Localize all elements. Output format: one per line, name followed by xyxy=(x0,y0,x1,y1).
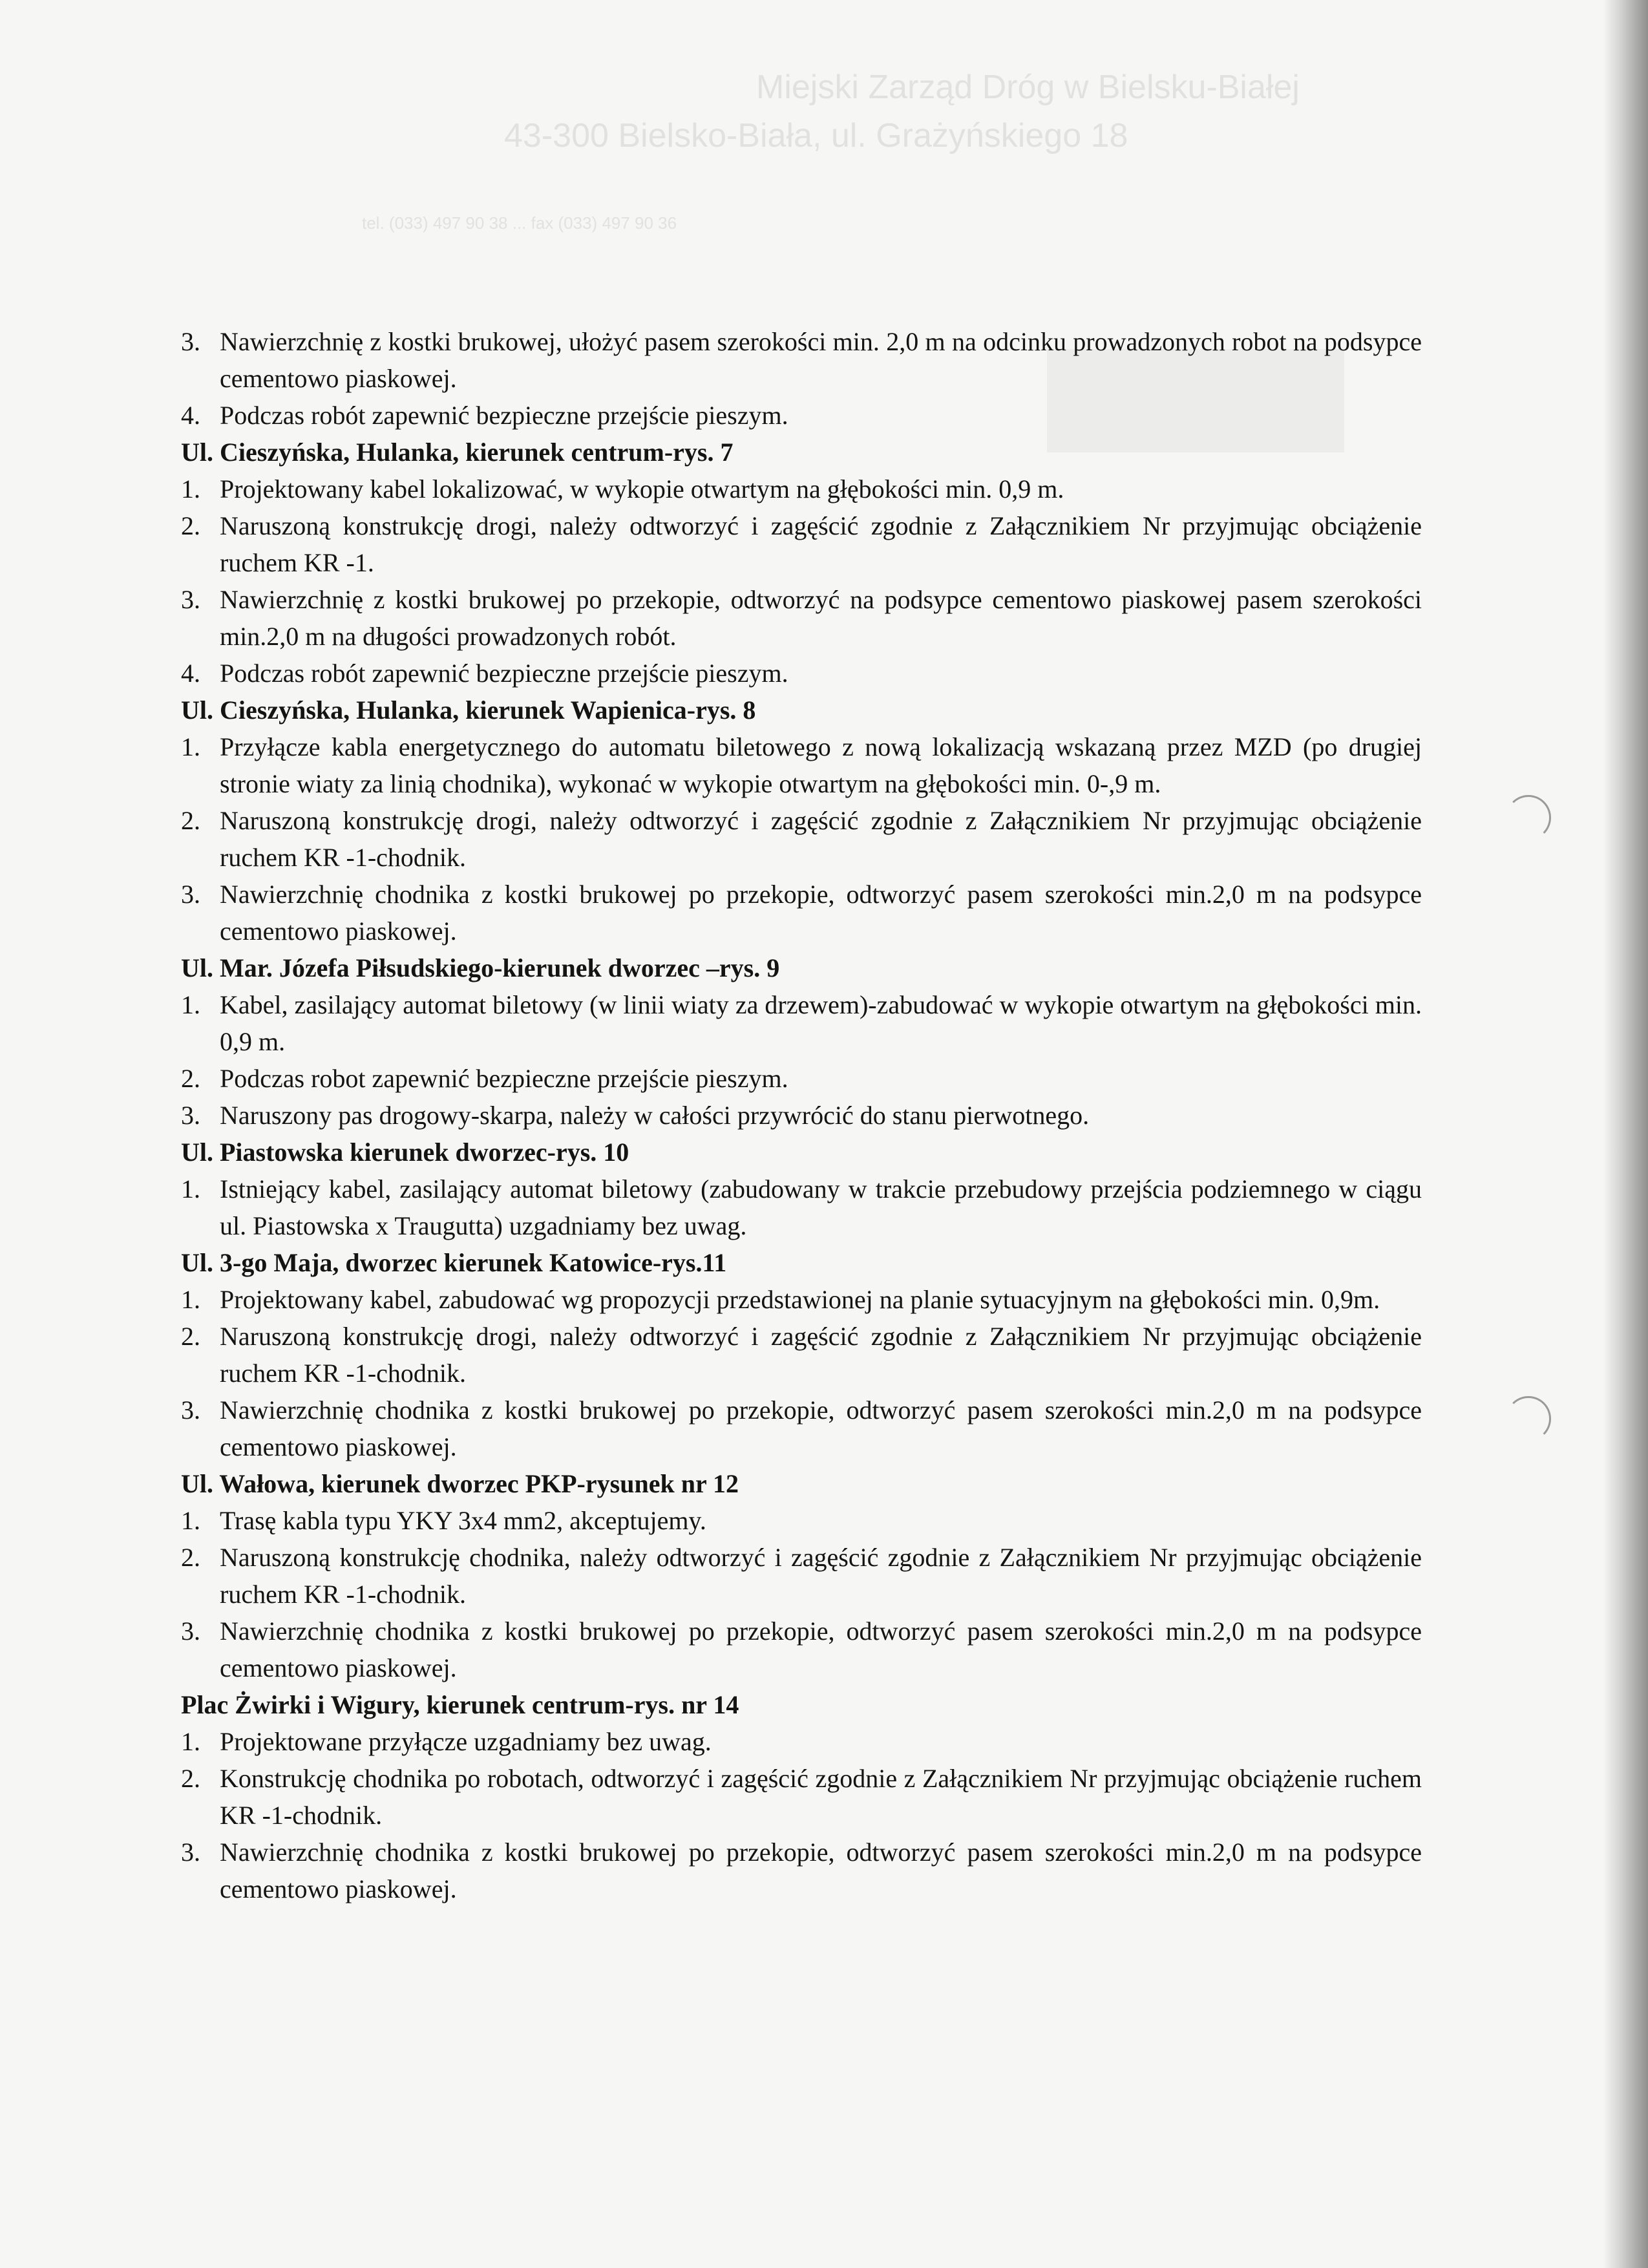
section xyxy=(181,434,1422,692)
bleed-through-line-1: Miejski Zarząd Dróg w Bielsku-Białej xyxy=(756,69,1300,106)
list-item-number: 1. xyxy=(181,1506,200,1535)
list-item-text: Naruszoną konstrukcję drogi, należy odtworzyć i zagęścić zgodnie z Załącznikiem Nr przyjmując obciążenie ruchem KR -1-chodnik. xyxy=(220,806,1422,872)
bleed-through-line-2: 43-300 Bielsko-Biała, ul. Grażyńskiego 18 xyxy=(504,117,1128,154)
list-item-text: Konstrukcję chodnika po robotach, odtworzyć i zagęścić zgodnie z Załącznikiem Nr przyjmując obciążenie ruchem KR -1-chodnik. xyxy=(220,1764,1422,1830)
list-item-text: Kabel, zasilający automat biletowy (w linii wiaty za drzewem)-zabudować w wykopie otwartym na głębokości min. 0,9 m. xyxy=(220,990,1422,1056)
list-item-text: Podczas robot zapewnić bezpieczne przejście pieszym. xyxy=(220,1064,788,1093)
list-item-text: Nawierzchnię chodnika z kostki brukowej po przekopie, odtworzyć pasem szerokości min.2,0 m na podsypce cementowo piaskowej. xyxy=(220,1395,1422,1461)
list-item xyxy=(181,655,1422,692)
section xyxy=(181,1686,1422,1907)
bleed-through-line-3: tel. (033) 497 90 38 ... fax (033) 497 90 36 xyxy=(362,213,677,233)
list-item xyxy=(181,986,1422,1060)
list-item-text: Nawierzchnię chodnika z kostki brukowej po przekopie, odtworzyć pasem szerokości min.2,0 m na podsypce cementowo piaskowej. xyxy=(220,1838,1422,1903)
section xyxy=(181,1465,1422,1686)
section-heading: Ul. Cieszyńska, Hulanka, kierunek centrum-rys. 7 xyxy=(181,438,734,467)
list-item-text: Podczas robót zapewnić bezpieczne przejście pieszym. xyxy=(220,659,788,688)
list-item xyxy=(181,1502,1422,1539)
list-item xyxy=(181,1060,1422,1097)
list-item xyxy=(181,1171,1422,1244)
section-heading: Ul. 3-go Maja, dworzec kierunek Katowice-rys.11 xyxy=(181,1248,727,1277)
list-item xyxy=(181,1097,1422,1134)
list-item-text: Nawierzchnię chodnika z kostki brukowej po przekopie, odtworzyć pasem szerokości min.2,0 m na podsypce cementowo piaskowej. xyxy=(220,1616,1422,1682)
list-item-number: 3. xyxy=(181,1395,200,1425)
list-item-text: Naruszony pas drogowy-skarpa, należy w całości przywrócić do stanu pierwotnego. xyxy=(220,1101,1090,1130)
list-item-number: 3. xyxy=(181,1838,200,1867)
list-item-number: 2. xyxy=(181,1764,200,1793)
list-item-text: Przyłącze kabla energetycznego do automatu biletowego z nową lokalizacją wskazaną przez MZD (po drugiej stronie wiaty za linią chodnika), wykonać w wykopie otwartym na głębokości min. 0-,9 m. xyxy=(220,732,1422,798)
list-item-number: 2. xyxy=(181,806,200,835)
section xyxy=(181,692,1422,949)
list-item-text: Podczas robót zapewnić bezpieczne przejście pieszym. xyxy=(220,401,788,430)
list-item-text: Projektowane przyłącze uzgadniamy bez uwag. xyxy=(220,1727,712,1756)
list-item xyxy=(181,1613,1422,1686)
list-item-text: Trasę kabla typu YKY 3x4 mm2, akceptujemy. xyxy=(220,1506,706,1535)
list-item-number: 3. xyxy=(181,1616,200,1646)
list-item-number: 1. xyxy=(181,474,200,503)
list-item-number: 2. xyxy=(181,1064,200,1093)
list-item-text: Projektowany kabel lokalizować, w wykopie otwartym na głębokości min. 0,9 m. xyxy=(220,474,1064,503)
list-item xyxy=(181,1392,1422,1465)
list-item xyxy=(181,1760,1422,1834)
list-item-number: 3. xyxy=(181,1101,200,1130)
section xyxy=(181,323,1422,434)
list-item xyxy=(181,1281,1422,1318)
list-item-text: Istniejący kabel, zasilający automat biletowy (zabudowany w trakcie przebudowy przejścia podziemnego w ciągu ul. Piastowska x Traugutta) uzgadniamy bez uwag. xyxy=(220,1174,1422,1240)
list-item xyxy=(181,581,1422,655)
list-item-number: 1. xyxy=(181,1174,200,1203)
section xyxy=(181,1244,1422,1465)
list-item-text: Nawierzchnię chodnika z kostki brukowej po przekopie, odtworzyć pasem szerokości min.2,0 m na podsypce cementowo piaskowej. xyxy=(220,880,1422,946)
list-item-number: 1. xyxy=(181,732,200,761)
list-item xyxy=(181,1834,1422,1907)
section xyxy=(181,1134,1422,1244)
list-item xyxy=(181,1539,1422,1613)
scan-edge-shadow xyxy=(1603,0,1648,2268)
list-item-text: Naruszoną konstrukcję chodnika, należy odtworzyć i zagęścić zgodnie z Załącznikiem Nr przyjmując obciążenie ruchem KR -1-chodnik. xyxy=(220,1543,1422,1609)
list-item xyxy=(181,323,1422,397)
list-item-number: 2. xyxy=(181,1543,200,1572)
list-item xyxy=(181,728,1422,802)
list-item-number: 1. xyxy=(181,1727,200,1756)
list-item-number: 3. xyxy=(181,880,200,909)
list-item-text: Projektowany kabel, zabudować wg propozycji przedstawionej na planie sytuacyjnym na głębokości min. 0,9m. xyxy=(220,1285,1380,1314)
section-heading: Ul. Mar. Józefa Piłsudskiego-kierunek dworzec –rys. 9 xyxy=(181,953,780,982)
list-item xyxy=(181,876,1422,949)
section-heading: Ul. Piastowska kierunek dworzec-rys. 10 xyxy=(181,1138,629,1167)
section-heading: Ul. Cieszyńska, Hulanka, kierunek Wapienica-rys. 8 xyxy=(181,695,756,725)
list-item xyxy=(181,507,1422,581)
list-item-text: Nawierzchnię z kostki brukowej, ułożyć pasem szerokości min. 2,0 m na odcinku prowadzonych robot na podsypce cementowo piaskowej. xyxy=(220,327,1422,393)
punch-hole-mark xyxy=(1506,795,1551,840)
list-item-number: 1. xyxy=(181,990,200,1019)
list-item-text: Naruszoną konstrukcję drogi, należy odtworzyć i zagęścić zgodnie z Załącznikiem Nr przyjmując obciążenie ruchem KR -1-chodnik. xyxy=(220,1322,1422,1388)
document-body xyxy=(181,323,1422,1907)
list-item xyxy=(181,471,1422,507)
list-item-number: 3. xyxy=(181,585,200,614)
list-item xyxy=(181,397,1422,434)
section xyxy=(181,949,1422,1134)
list-item-number: 4. xyxy=(181,659,200,688)
section-heading: Plac Żwirki i Wigury, kierunek centrum-rys. nr 14 xyxy=(181,1690,739,1719)
punch-hole-mark xyxy=(1506,1396,1551,1441)
list-item-number: 3. xyxy=(181,327,200,356)
section-heading: Ul. Wałowa, kierunek dworzec PKP-rysunek nr 12 xyxy=(181,1469,739,1498)
list-item xyxy=(181,1723,1422,1760)
list-item xyxy=(181,1318,1422,1392)
list-item-text: Nawierzchnię z kostki brukowej po przekopie, odtworzyć na podsypce cementowo piaskowej pasem szerokości min.2,0 m na długości prowadzonych robót. xyxy=(220,585,1422,651)
list-item-number: 1. xyxy=(181,1285,200,1314)
list-item-number: 2. xyxy=(181,1322,200,1351)
list-item-number: 4. xyxy=(181,401,200,430)
list-item-number: 2. xyxy=(181,511,200,540)
list-item-text: Naruszoną konstrukcję drogi, należy odtworzyć i zagęścić zgodnie z Załącznikiem Nr przyjmując obciążenie ruchem KR -1. xyxy=(220,511,1422,577)
list-item xyxy=(181,802,1422,876)
